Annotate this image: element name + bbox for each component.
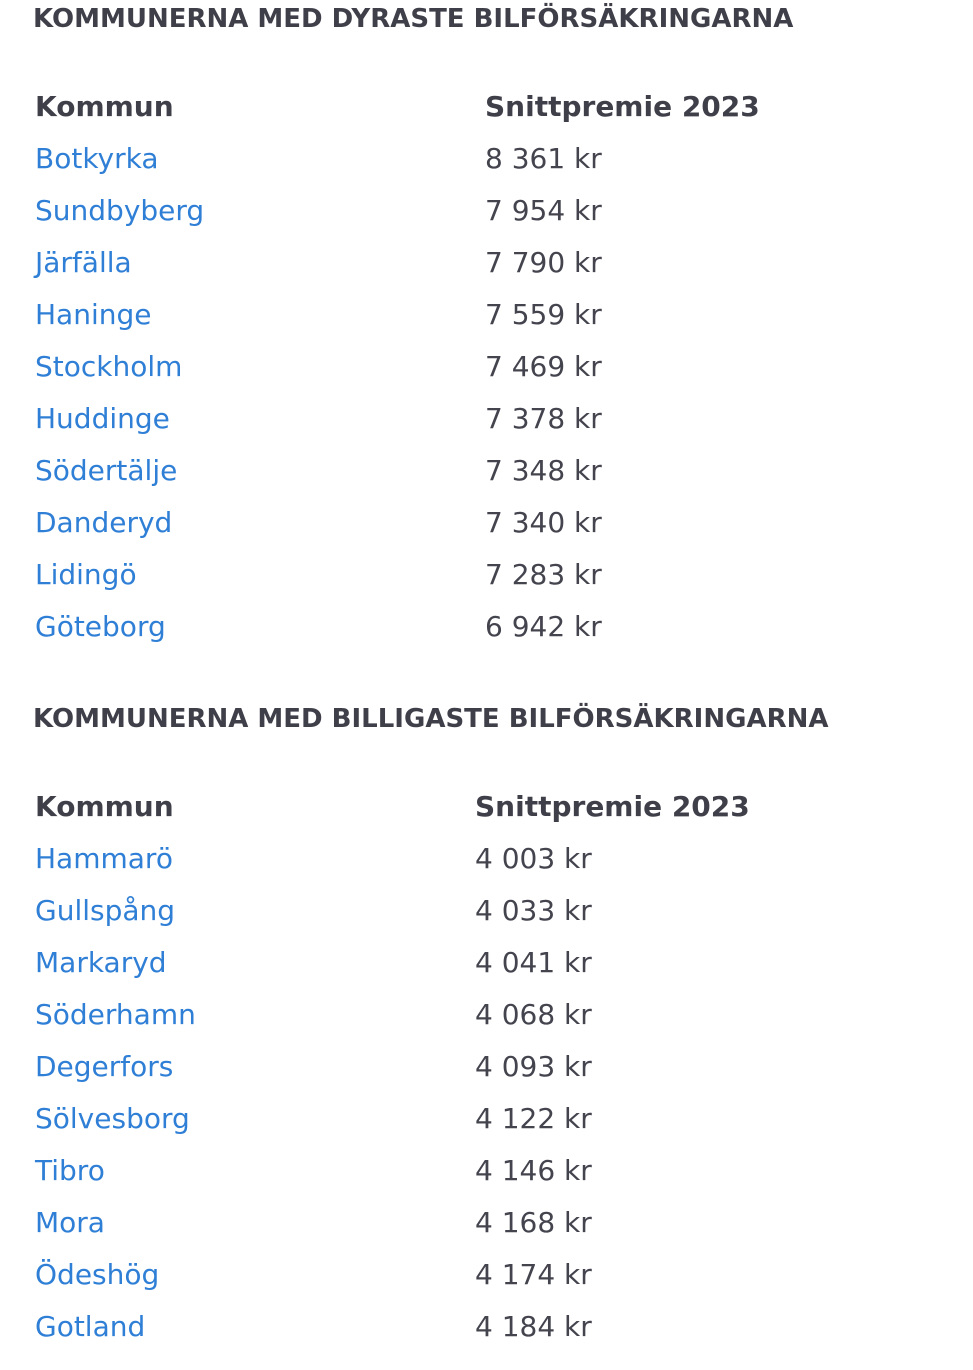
- column-header-kommun: Kommun: [35, 90, 174, 123]
- column-header-premie: Snittpremie 2023: [485, 90, 760, 123]
- premie-value: 6 942 kr: [485, 610, 602, 643]
- kommun-link[interactable]: Södertälje: [35, 454, 178, 487]
- kommun-cell: [35, 295, 151, 335]
- premie-value: 4 093 kr: [475, 1050, 592, 1083]
- premie-value: 4 068 kr: [475, 998, 592, 1031]
- kommun-link[interactable]: Tibro: [35, 1154, 105, 1187]
- kommun-link[interactable]: Järfälla: [35, 246, 132, 279]
- kommun-link[interactable]: Gotland: [35, 1310, 146, 1343]
- premie-value: 4 041 kr: [475, 946, 592, 979]
- section-title: KOMMUNERNA MED DYRASTE BILFÖRSÄKRINGARNA: [33, 4, 794, 34]
- kommun-cell: [35, 243, 132, 283]
- premie-value: 7 954 kr: [485, 194, 602, 227]
- kommun-cell: [35, 555, 137, 595]
- premie-value: 7 559 kr: [485, 298, 602, 331]
- kommun-link[interactable]: Göteborg: [35, 610, 166, 643]
- kommun-cell: [35, 451, 177, 491]
- premie-value: 4 146 kr: [475, 1154, 592, 1187]
- premie-value: 4 168 kr: [475, 1206, 592, 1239]
- kommun-link[interactable]: Sundbyberg: [35, 194, 205, 227]
- section-title: KOMMUNERNA MED BILLIGASTE BILFÖRSÄKRINGARNA: [33, 704, 829, 734]
- kommun-cell: [35, 995, 196, 1035]
- table-row: [35, 399, 935, 451]
- kommun-cell: [35, 399, 170, 439]
- premie-value: 7 378 kr: [485, 402, 602, 435]
- kommun-link[interactable]: Huddinge: [35, 402, 170, 435]
- table-row: [35, 1047, 935, 1099]
- table-row: [35, 1151, 935, 1203]
- kommun-link[interactable]: Mora: [35, 1206, 105, 1239]
- table-row: [35, 607, 935, 659]
- table-row: [35, 891, 935, 943]
- kommun-link[interactable]: Degerfors: [35, 1050, 174, 1083]
- column-header-premie: Snittpremie 2023: [475, 790, 750, 823]
- table-row: [35, 191, 935, 243]
- kommun-link[interactable]: Ödeshög: [35, 1258, 160, 1291]
- kommun-cell: [35, 191, 204, 231]
- kommun-link[interactable]: Haninge: [35, 298, 152, 331]
- premie-value: 8 361 kr: [485, 142, 602, 175]
- kommun-link[interactable]: Markaryd: [35, 946, 167, 979]
- kommun-cell: [35, 1047, 173, 1087]
- premie-value: 7 340 kr: [485, 506, 602, 539]
- kommun-cell: [35, 1307, 145, 1347]
- table-row: [35, 451, 935, 503]
- table-row: [35, 1203, 935, 1255]
- kommun-cell: [35, 607, 166, 647]
- table-row: [35, 1099, 935, 1151]
- premie-value: 4 003 kr: [475, 842, 592, 875]
- kommun-cell: [35, 347, 182, 387]
- table-row: [35, 243, 935, 295]
- kommun-cell: [35, 139, 159, 179]
- kommun-link[interactable]: Lidingö: [35, 558, 137, 591]
- kommun-cell: [35, 503, 172, 543]
- kommun-cell: [35, 1151, 105, 1191]
- kommun-link[interactable]: Botkyrka: [35, 142, 159, 175]
- premie-value: 4 174 kr: [475, 1258, 592, 1291]
- table-row: [35, 347, 935, 399]
- table-header-row: [35, 787, 935, 839]
- premie-value: 4 184 kr: [475, 1310, 592, 1343]
- kommun-link[interactable]: Danderyd: [35, 506, 173, 539]
- kommun-cell: [35, 1255, 159, 1295]
- kommun-cell: [35, 1099, 190, 1139]
- table-row: [35, 1307, 935, 1359]
- table-header-row: [35, 87, 935, 139]
- premie-value: 7 348 kr: [485, 454, 602, 487]
- kommun-link[interactable]: Gullspång: [35, 894, 176, 927]
- kommun-cell: [35, 839, 173, 879]
- table-row: [35, 295, 935, 347]
- table-row: [35, 555, 935, 607]
- table-row: [35, 139, 935, 191]
- kommun-link[interactable]: Stockholm: [35, 350, 183, 383]
- premie-value: 7 283 kr: [485, 558, 602, 591]
- table-row: [35, 1255, 935, 1307]
- kommun-cell: [35, 943, 167, 983]
- kommun-cell: [35, 1203, 105, 1243]
- kommun-link[interactable]: Hammarö: [35, 842, 173, 875]
- table-row: [35, 503, 935, 555]
- table-row: [35, 995, 935, 1047]
- kommun-cell: [35, 891, 175, 931]
- table-row: [35, 839, 935, 891]
- premie-value: 4 033 kr: [475, 894, 592, 927]
- kommun-link[interactable]: Sölvesborg: [35, 1102, 190, 1135]
- premie-value: 7 790 kr: [485, 246, 602, 279]
- column-header-kommun: Kommun: [35, 790, 174, 823]
- premie-value: 4 122 kr: [475, 1102, 592, 1135]
- premie-value: 7 469 kr: [485, 350, 602, 383]
- kommun-link[interactable]: Söderhamn: [35, 998, 196, 1031]
- table-row: [35, 943, 935, 995]
